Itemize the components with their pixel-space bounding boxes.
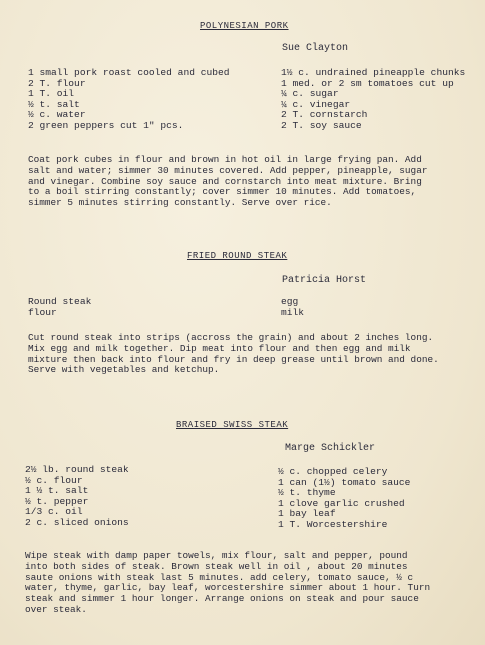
ingredient-line: ½ c. water xyxy=(28,109,86,121)
directions-line: steak and simmer 1 hour longer. Arrange onions on steak and pour sauce xyxy=(25,593,419,605)
ingredients-right xyxy=(281,68,465,132)
ingredient-line: 1 clove garlic crushed xyxy=(278,497,405,509)
recipe-directions xyxy=(28,333,439,376)
recipe-directions xyxy=(25,551,430,616)
ingredients-left xyxy=(25,465,129,529)
ingredient-line: 2 T. cornstarch xyxy=(281,109,368,121)
ingredient-line: 2 T. flour xyxy=(28,77,86,89)
recipe-title-polynesian-pork: POLYNESIAN PORK xyxy=(200,21,289,31)
ingredient-line: ¼ c. vinegar xyxy=(281,98,351,110)
recipe-title-braised-swiss-steak: BRAISED SWISS STEAK xyxy=(176,420,289,430)
directions-line: over steak. xyxy=(25,603,87,615)
directions-line: and vinegar. Combine soy sauce and cornstarch into meat mixture. Bring xyxy=(28,175,422,187)
recipe-author: Marge Schickler xyxy=(285,443,376,454)
ingredient-line: ½ t. thyme xyxy=(278,487,336,499)
ingredient-line: ½ t. pepper xyxy=(25,495,89,507)
ingredient-line: ½ c. flour xyxy=(25,474,83,486)
directions-line: simmer 5 minutes stirring constantly. Serve over rice. xyxy=(28,197,332,209)
directions-line: saute onions with steak last 5 minutes. add celery, tomato sauce, ½ c xyxy=(25,571,414,583)
ingredient-line: 2½ lb. round steak xyxy=(25,464,129,475)
directions-line: water, thyme, garlic, bay leaf, worcestershire simmer about 1 hour. Turn xyxy=(25,582,431,594)
ingredient-line: ½ c. chopped celery xyxy=(278,466,388,477)
directions-line: Wipe steak with damp paper towels, mix flour, salt and pepper, pound xyxy=(25,550,408,561)
directions-line: Coat pork cubes in flour and brown in hot oil in large frying pan. Add xyxy=(28,154,422,165)
ingredients-right xyxy=(281,297,304,318)
ingredient-line: 1½ c. undrained pineapple chunks xyxy=(281,67,466,78)
recipe-author: Patricia Horst xyxy=(282,275,367,286)
ingredient-line: 1 can (1½) tomato sauce xyxy=(278,476,411,488)
ingredient-line: 1 small pork roast cooled and cubed xyxy=(28,67,230,78)
ingredient-line: 1 T. Worcestershire xyxy=(278,518,388,530)
ingredient-line: 2 c. sliced onions xyxy=(25,516,129,528)
ingredient-line: 1/3 c. oil xyxy=(25,506,83,518)
ingredients-right xyxy=(278,467,410,531)
ingredient-line: milk xyxy=(281,306,305,318)
recipe-author: Sue Clayton xyxy=(282,43,349,54)
ingredient-line: Round steak xyxy=(28,296,92,307)
recipe-title-fried-round-steak: FRIED ROUND STEAK xyxy=(187,251,288,261)
ingredient-line: egg xyxy=(281,296,299,307)
ingredient-line: ½ t. salt xyxy=(28,98,80,110)
ingredient-line: 2 T. soy sauce xyxy=(281,119,362,131)
directions-line: mixture then back into flour and fry in deep grease until brown and done. xyxy=(28,353,439,365)
ingredient-line: 1 ½ t. salt xyxy=(25,485,89,497)
directions-line: Cut round steak into strips (accross the grain) and about 2 inches long. xyxy=(28,332,434,343)
directions-line: into both sides of steak. Brown steak well in oil , about 20 minutes xyxy=(25,560,408,572)
ingredient-line: 2 green peppers cut 1" pcs. xyxy=(28,119,184,131)
directions-line: salt and water; simmer 30 minutes covered. Add pepper, pineapple, sugar xyxy=(28,164,428,176)
directions-line: Serve with vegetables and ketchup. xyxy=(28,364,220,376)
ingredient-line: flour xyxy=(28,306,57,318)
ingredient-line: ¼ c. sugar xyxy=(281,88,339,100)
directions-line: Mix egg and milk together. Dip meat into flour and then egg and milk xyxy=(28,342,411,354)
ingredients-left xyxy=(28,297,91,318)
ingredients-left xyxy=(28,68,230,132)
ingredient-line: 1 med. or 2 sm tomatoes cut up xyxy=(281,77,454,89)
recipe-directions xyxy=(28,155,427,209)
directions-line: to a boil stirring constantly; cover simmer 10 minutes. Add tomatoes, xyxy=(28,186,417,198)
ingredient-line: 1 T. oil xyxy=(28,88,75,100)
ingredient-line: 1 bay leaf xyxy=(278,508,336,520)
